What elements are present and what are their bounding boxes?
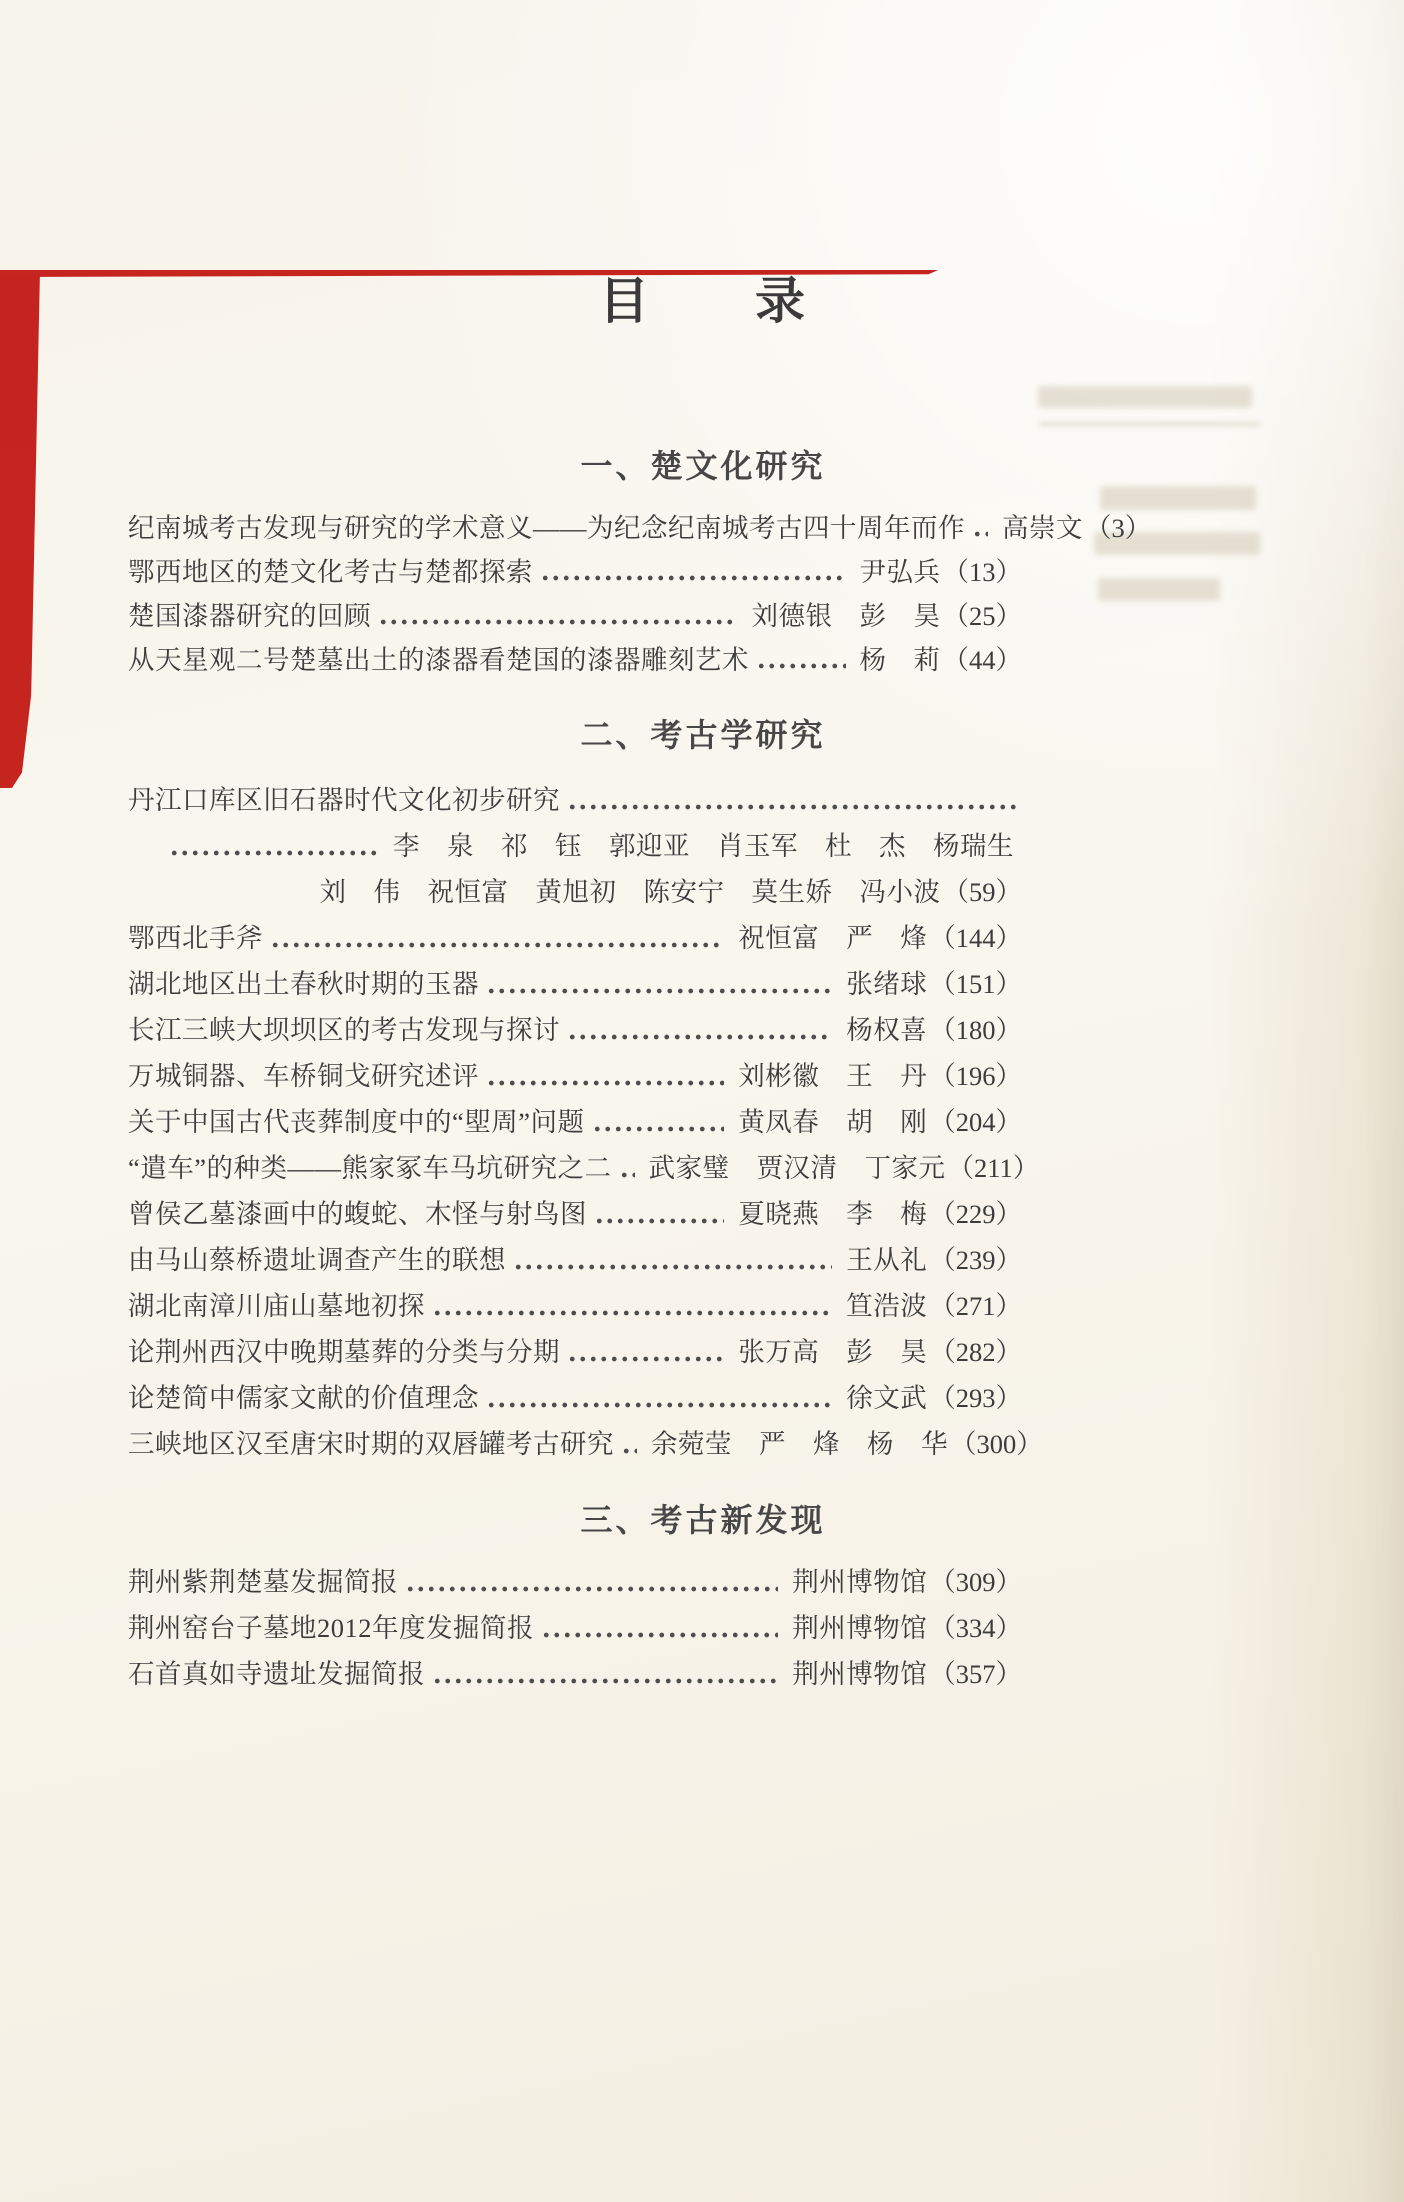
entry-authors: 余菀莹 严 烽 杨 华 <box>651 1429 948 1459</box>
dot-leader <box>592 1099 725 1145</box>
entry-authors: 张万高 彭 昊 <box>738 1337 928 1367</box>
dot-leader <box>432 1283 832 1329</box>
section-heading-1: 一、楚文化研究 <box>580 448 826 484</box>
section-heading-3: 三、考古新发现 <box>580 1502 826 1538</box>
dot-leader <box>432 1651 778 1697</box>
indent <box>128 823 162 869</box>
toc-entry <box>128 961 1022 1007</box>
entry-authors: 高崇文 <box>1002 513 1083 543</box>
toc-entry <box>128 1651 1022 1697</box>
dot-leader <box>567 1329 724 1375</box>
toc-entry <box>128 1237 1022 1283</box>
entry-page-number: （211） <box>947 1153 1040 1183</box>
toc-entry-authors-line <box>128 869 1022 915</box>
entry-page-number: （282） <box>929 1337 1022 1367</box>
entry-title: 湖北南漳川庙山墓地初探 <box>128 1291 425 1321</box>
entry-page-number: （204） <box>929 1107 1022 1137</box>
entry-authors: 笪浩波 <box>846 1291 928 1321</box>
entry-authors: 荆州博物馆 <box>792 1567 928 1597</box>
toc-entry <box>128 1421 1043 1467</box>
entry-authors: 尹弘兵 <box>859 557 941 587</box>
entry-page-number: （25） <box>942 601 1022 631</box>
entry-title: 鄂西地区的楚文化考古与楚都探索 <box>128 557 533 587</box>
entry-authors: 刘彬徽 王 丹 <box>738 1061 928 1091</box>
entry-title: 荆州窑台子墓地2012年度发掘简报 <box>128 1613 534 1643</box>
entry-title: 论楚简中儒家文献的价值理念 <box>128 1383 479 1413</box>
dot-leader <box>270 915 724 961</box>
dot-leader <box>567 777 1016 823</box>
dot-leader <box>486 961 832 1007</box>
dot-leader <box>513 1237 832 1283</box>
entry-authors: 武家璧 贾汉清 丁家元 <box>648 1153 946 1183</box>
entry-page-number: （196） <box>929 1061 1022 1091</box>
entry-page-number: （229） <box>929 1199 1022 1229</box>
dot-leader <box>169 823 379 869</box>
entry-authors: 杨权喜 <box>846 1015 928 1045</box>
entry-page-number: （180） <box>929 1015 1022 1045</box>
entry-page-number: （293） <box>929 1383 1022 1413</box>
toc-entry <box>128 1007 1022 1053</box>
entry-title: 丹江口库区旧石器时代文化初步研究 <box>128 785 560 815</box>
entry-authors: 黄凤春 胡 刚 <box>738 1107 928 1137</box>
toc-entry <box>128 638 1022 682</box>
toc-entry <box>128 506 1152 550</box>
entry-page-number: （271） <box>929 1291 1022 1321</box>
entry-title: 论荆州西汉中晚期墓葬的分类与分期 <box>128 1337 560 1367</box>
entry-page-number: （3） <box>1085 513 1152 543</box>
entry-title: 三峡地区汉至唐宋时期的双唇罐考古研究 <box>128 1429 614 1459</box>
entry-title: “遣车”的种类——熊家冢车马坑研究之二 <box>128 1153 612 1183</box>
toc-entry <box>128 777 1022 823</box>
section-heading-2: 二、考古学研究 <box>580 717 826 753</box>
entry-authors: 王从礼 <box>846 1245 928 1275</box>
entry-title: 楚国漆器研究的回顾 <box>128 601 371 631</box>
toc-entry <box>128 1099 1022 1145</box>
toc-entry <box>128 1283 1022 1329</box>
entry-title: 鄂西北手斧 <box>128 923 263 953</box>
entry-title: 曾侯乙墓漆画中的蝮蛇、木怪与射鸟图 <box>128 1199 587 1229</box>
toc-entry-authors-line <box>128 823 1022 869</box>
entry-page-number: （13） <box>942 557 1022 587</box>
spacer <box>128 869 312 915</box>
entry-page-number: （44） <box>942 645 1022 675</box>
section-3-entries <box>128 1559 1022 1697</box>
dot-leader <box>541 1605 778 1651</box>
dot-leader <box>378 594 738 638</box>
dot-leader <box>486 1053 724 1099</box>
page-title: 目 录 <box>599 273 807 329</box>
dot-leader <box>540 550 846 594</box>
entry-authors: 荆州博物馆 <box>792 1659 928 1689</box>
dot-leader <box>972 506 988 550</box>
dot-leader <box>486 1375 832 1421</box>
entry-page-number: （59） <box>942 877 1022 907</box>
dot-leader <box>756 638 846 682</box>
entry-page-number: （309） <box>929 1567 1022 1597</box>
toc-entry <box>128 1329 1022 1375</box>
entry-authors: 李 泉 祁 钰 郭迎亚 肖玉军 杜 杰 杨瑞生 <box>393 831 1014 861</box>
toc-entry <box>128 1053 1022 1099</box>
entry-page-number: （144） <box>929 923 1022 953</box>
toc-entry <box>128 915 1022 961</box>
toc-entry <box>128 1145 1040 1191</box>
entry-title: 荆州紫荆楚墓发掘简报 <box>128 1567 398 1597</box>
entry-page-number: （300） <box>950 1429 1043 1459</box>
entry-title: 纪南城考古发现与研究的学术意义——为纪念纪南城考古四十周年而作 <box>128 513 965 543</box>
entry-title: 湖北地区出土春秋时期的玉器 <box>128 969 479 999</box>
entry-page-number: （357） <box>929 1659 1022 1689</box>
entry-authors: 刘德银 彭 昊 <box>751 601 941 631</box>
toc-entry <box>128 1191 1022 1237</box>
entry-title: 石首真如寺遗址发掘简报 <box>128 1659 425 1689</box>
toc-entry <box>128 550 1022 594</box>
entry-page-number: （151） <box>929 969 1022 999</box>
entry-authors: 祝恒富 严 烽 <box>738 923 928 953</box>
entry-authors: 夏晓燕 李 梅 <box>738 1199 928 1229</box>
section-2-entries <box>128 777 1043 1467</box>
dot-leader <box>621 1421 637 1467</box>
entry-title: 从天星观二号楚墓出土的漆器看楚国的漆器雕刻艺术 <box>128 645 749 675</box>
entry-authors: 徐文武 <box>846 1383 928 1413</box>
entry-authors: 刘 伟 祝恒富 黄旭初 陈安宁 莫生娇 冯小波 <box>319 877 941 907</box>
entry-authors: 荆州博物馆 <box>792 1613 928 1643</box>
dot-leader <box>594 1191 724 1237</box>
dot-leader <box>567 1007 832 1053</box>
toc-entry <box>128 1375 1022 1421</box>
entry-page-number: （334） <box>929 1613 1022 1643</box>
dot-leader <box>405 1559 778 1605</box>
entry-authors: 张绪球 <box>846 969 928 999</box>
entry-title: 由马山蔡桥遗址调查产生的联想 <box>128 1245 506 1275</box>
dot-leader <box>619 1145 635 1191</box>
toc-page <box>0 270 1404 1697</box>
section-1-entries <box>128 506 1152 682</box>
entry-page-number: （239） <box>929 1245 1022 1275</box>
entry-title: 长江三峡大坝坝区的考古发现与探讨 <box>128 1015 560 1045</box>
entry-title: 关于中国古代丧葬制度中的“堲周”问题 <box>128 1107 585 1137</box>
toc-entry <box>128 1559 1022 1605</box>
toc-entry <box>128 1605 1022 1651</box>
toc-entry <box>128 594 1022 638</box>
entry-authors: 杨 莉 <box>859 645 941 675</box>
entry-title: 万城铜器、车桥铜戈研究述评 <box>128 1061 479 1091</box>
